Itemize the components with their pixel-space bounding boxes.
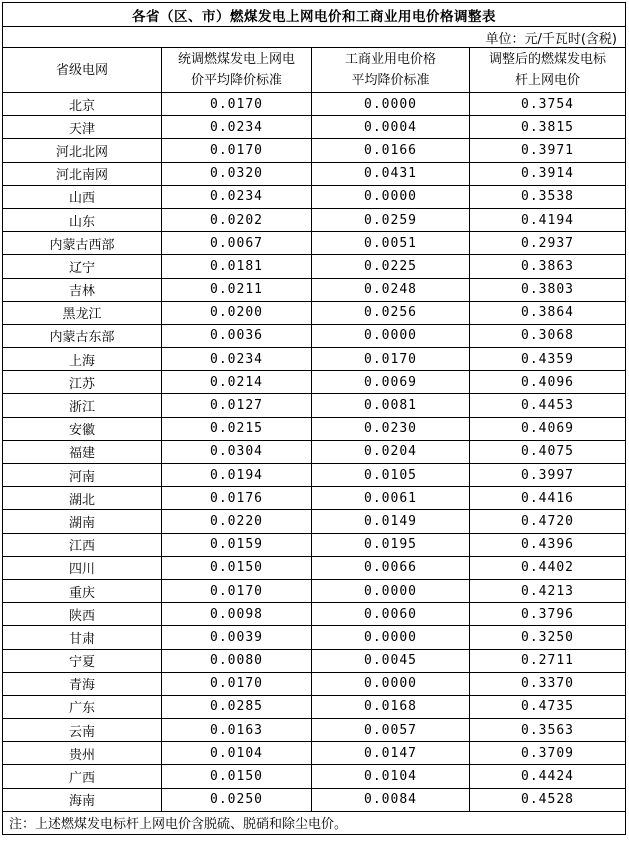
table-row	[3, 487, 626, 510]
cell-commercial-price-reduction: 0.0066	[312, 556, 470, 579]
cell-adjusted-price: 0.3796	[470, 603, 626, 626]
cell-province: 浙江	[3, 394, 162, 417]
cell-province: 江苏	[3, 371, 162, 394]
cell-adjusted-price: 0.4720	[470, 510, 626, 533]
table-title: 各省（区、市）燃煤发电上网电价和工商业用电价格调整表	[3, 3, 626, 27]
cell-province: 四川	[3, 556, 162, 579]
cell-adjusted-price: 0.3914	[470, 162, 626, 185]
cell-province: 河北北网	[3, 139, 162, 162]
cell-adjusted-price: 0.3563	[470, 719, 626, 742]
cell-adjusted-price: 0.3754	[470, 93, 626, 116]
cell-commercial-price-reduction: 0.0000	[312, 579, 470, 602]
cell-coal-price-reduction: 0.0200	[162, 301, 312, 324]
cell-commercial-price-reduction: 0.0230	[312, 417, 470, 440]
header-coal-price-reduction: 统调燃煤发电上网电 价平均降价标准	[162, 48, 312, 93]
cell-commercial-price-reduction: 0.0170	[312, 348, 470, 371]
unit-row	[3, 27, 626, 48]
cell-coal-price-reduction: 0.0127	[162, 394, 312, 417]
cell-coal-price-reduction: 0.0170	[162, 579, 312, 602]
table-row	[3, 695, 626, 718]
table-row	[3, 765, 626, 788]
cell-commercial-price-reduction: 0.0061	[312, 487, 470, 510]
cell-coal-price-reduction: 0.0220	[162, 510, 312, 533]
cell-coal-price-reduction: 0.0234	[162, 185, 312, 208]
cell-adjusted-price: 0.4213	[470, 579, 626, 602]
cell-coal-price-reduction: 0.0285	[162, 695, 312, 718]
cell-coal-price-reduction: 0.0202	[162, 208, 312, 231]
cell-commercial-price-reduction: 0.0166	[312, 139, 470, 162]
cell-adjusted-price: 0.4359	[470, 348, 626, 371]
cell-coal-price-reduction: 0.0150	[162, 556, 312, 579]
header-commercial-price-reduction: 工商业用电价格 平均降价标准	[312, 48, 470, 93]
cell-coal-price-reduction: 0.0163	[162, 719, 312, 742]
cell-province: 辽宁	[3, 255, 162, 278]
table-row	[3, 464, 626, 487]
cell-adjusted-price: 0.4453	[470, 394, 626, 417]
cell-province: 河南	[3, 464, 162, 487]
cell-adjusted-price: 0.4416	[470, 487, 626, 510]
cell-commercial-price-reduction: 0.0045	[312, 649, 470, 672]
cell-commercial-price-reduction: 0.0105	[312, 464, 470, 487]
cell-coal-price-reduction: 0.0320	[162, 162, 312, 185]
title-row	[3, 3, 626, 27]
cell-province: 山东	[3, 208, 162, 231]
cell-province: 宁夏	[3, 649, 162, 672]
price-adjustment-document	[2, 2, 625, 835]
cell-province: 湖北	[3, 487, 162, 510]
cell-commercial-price-reduction: 0.0000	[312, 626, 470, 649]
table-row	[3, 417, 626, 440]
cell-adjusted-price: 0.3538	[470, 185, 626, 208]
cell-province: 重庆	[3, 579, 162, 602]
header-adjusted-benchmark-price: 调整后的燃煤发电标 杆上网电价	[470, 48, 626, 93]
cell-adjusted-price: 0.4075	[470, 440, 626, 463]
cell-coal-price-reduction: 0.0181	[162, 255, 312, 278]
table-row	[3, 649, 626, 672]
table-row	[3, 301, 626, 324]
table-row	[3, 394, 626, 417]
cell-province: 天津	[3, 116, 162, 139]
table-row	[3, 232, 626, 255]
cell-coal-price-reduction: 0.0304	[162, 440, 312, 463]
cell-province: 湖南	[3, 510, 162, 533]
table-note: 注：上述燃煤发电标杆上网电价含脱硫、脱硝和除尘电价。	[3, 811, 626, 834]
table-row	[3, 255, 626, 278]
cell-province: 贵州	[3, 742, 162, 765]
cell-province: 上海	[3, 348, 162, 371]
cell-commercial-price-reduction: 0.0195	[312, 533, 470, 556]
cell-commercial-price-reduction: 0.0147	[312, 742, 470, 765]
cell-coal-price-reduction: 0.0211	[162, 278, 312, 301]
cell-commercial-price-reduction: 0.0051	[312, 232, 470, 255]
cell-commercial-price-reduction: 0.0204	[312, 440, 470, 463]
table-row	[3, 626, 626, 649]
cell-coal-price-reduction: 0.0194	[162, 464, 312, 487]
table-row	[3, 603, 626, 626]
cell-adjusted-price: 0.3863	[470, 255, 626, 278]
cell-commercial-price-reduction: 0.0256	[312, 301, 470, 324]
cell-commercial-price-reduction: 0.0069	[312, 371, 470, 394]
cell-province: 云南	[3, 719, 162, 742]
cell-coal-price-reduction: 0.0215	[162, 417, 312, 440]
cell-commercial-price-reduction: 0.0259	[312, 208, 470, 231]
cell-province: 江西	[3, 533, 162, 556]
header-row	[3, 48, 626, 93]
cell-adjusted-price: 0.3815	[470, 116, 626, 139]
cell-coal-price-reduction: 0.0036	[162, 324, 312, 347]
table-row	[3, 440, 626, 463]
cell-province: 海南	[3, 788, 162, 811]
cell-adjusted-price: 0.2711	[470, 649, 626, 672]
cell-province: 广东	[3, 695, 162, 718]
cell-coal-price-reduction: 0.0234	[162, 348, 312, 371]
cell-commercial-price-reduction: 0.0000	[312, 324, 470, 347]
cell-commercial-price-reduction: 0.0168	[312, 695, 470, 718]
cell-adjusted-price: 0.4424	[470, 765, 626, 788]
cell-coal-price-reduction: 0.0170	[162, 139, 312, 162]
table-row	[3, 579, 626, 602]
table-row	[3, 139, 626, 162]
cell-province: 北京	[3, 93, 162, 116]
table-row	[3, 510, 626, 533]
header-province: 省级电网	[3, 48, 162, 93]
table-row	[3, 162, 626, 185]
table-row	[3, 93, 626, 116]
cell-coal-price-reduction: 0.0039	[162, 626, 312, 649]
cell-coal-price-reduction: 0.0067	[162, 232, 312, 255]
cell-province: 山西	[3, 185, 162, 208]
cell-adjusted-price: 0.2937	[470, 232, 626, 255]
cell-commercial-price-reduction: 0.0084	[312, 788, 470, 811]
cell-commercial-price-reduction: 0.0057	[312, 719, 470, 742]
cell-adjusted-price: 0.3803	[470, 278, 626, 301]
cell-commercial-price-reduction: 0.0004	[312, 116, 470, 139]
cell-province: 陕西	[3, 603, 162, 626]
cell-commercial-price-reduction: 0.0225	[312, 255, 470, 278]
cell-province: 河北南网	[3, 162, 162, 185]
cell-province: 福建	[3, 440, 162, 463]
cell-commercial-price-reduction: 0.0000	[312, 93, 470, 116]
note-row	[3, 811, 626, 834]
table-row	[3, 788, 626, 811]
cell-province: 安徽	[3, 417, 162, 440]
cell-commercial-price-reduction: 0.0000	[312, 185, 470, 208]
cell-commercial-price-reduction: 0.0081	[312, 394, 470, 417]
table-row	[3, 719, 626, 742]
table-row	[3, 556, 626, 579]
cell-commercial-price-reduction: 0.0000	[312, 672, 470, 695]
cell-province: 青海	[3, 672, 162, 695]
cell-coal-price-reduction: 0.0159	[162, 533, 312, 556]
table-row	[3, 672, 626, 695]
table-row	[3, 348, 626, 371]
cell-adjusted-price: 0.3709	[470, 742, 626, 765]
price-table	[2, 2, 626, 835]
cell-commercial-price-reduction: 0.0248	[312, 278, 470, 301]
cell-adjusted-price: 0.4402	[470, 556, 626, 579]
table-row	[3, 185, 626, 208]
table-row	[3, 742, 626, 765]
cell-coal-price-reduction: 0.0214	[162, 371, 312, 394]
cell-adjusted-price: 0.4528	[470, 788, 626, 811]
cell-province: 内蒙古西部	[3, 232, 162, 255]
cell-adjusted-price: 0.3250	[470, 626, 626, 649]
cell-adjusted-price: 0.3997	[470, 464, 626, 487]
unit-label: 单位：元/千瓦时(含税)	[3, 27, 626, 48]
cell-coal-price-reduction: 0.0170	[162, 93, 312, 116]
cell-commercial-price-reduction: 0.0060	[312, 603, 470, 626]
table-row	[3, 278, 626, 301]
cell-province: 吉林	[3, 278, 162, 301]
cell-province: 甘肃	[3, 626, 162, 649]
table-row	[3, 208, 626, 231]
cell-adjusted-price: 0.4735	[470, 695, 626, 718]
cell-coal-price-reduction: 0.0104	[162, 742, 312, 765]
table-row	[3, 116, 626, 139]
cell-adjusted-price: 0.4069	[470, 417, 626, 440]
table-row	[3, 533, 626, 556]
cell-commercial-price-reduction: 0.0431	[312, 162, 470, 185]
cell-adjusted-price: 0.4194	[470, 208, 626, 231]
cell-coal-price-reduction: 0.0170	[162, 672, 312, 695]
cell-coal-price-reduction: 0.0234	[162, 116, 312, 139]
cell-province: 内蒙古东部	[3, 324, 162, 347]
cell-coal-price-reduction: 0.0098	[162, 603, 312, 626]
cell-adjusted-price: 0.3370	[470, 672, 626, 695]
cell-commercial-price-reduction: 0.0149	[312, 510, 470, 533]
cell-adjusted-price: 0.3971	[470, 139, 626, 162]
cell-coal-price-reduction: 0.0250	[162, 788, 312, 811]
table-row	[3, 371, 626, 394]
cell-adjusted-price: 0.4096	[470, 371, 626, 394]
cell-province: 广西	[3, 765, 162, 788]
table-row	[3, 324, 626, 347]
cell-adjusted-price: 0.4396	[470, 533, 626, 556]
cell-adjusted-price: 0.3864	[470, 301, 626, 324]
cell-province: 黑龙江	[3, 301, 162, 324]
cell-commercial-price-reduction: 0.0104	[312, 765, 470, 788]
cell-coal-price-reduction: 0.0150	[162, 765, 312, 788]
cell-coal-price-reduction: 0.0176	[162, 487, 312, 510]
cell-adjusted-price: 0.3068	[470, 324, 626, 347]
cell-coal-price-reduction: 0.0080	[162, 649, 312, 672]
